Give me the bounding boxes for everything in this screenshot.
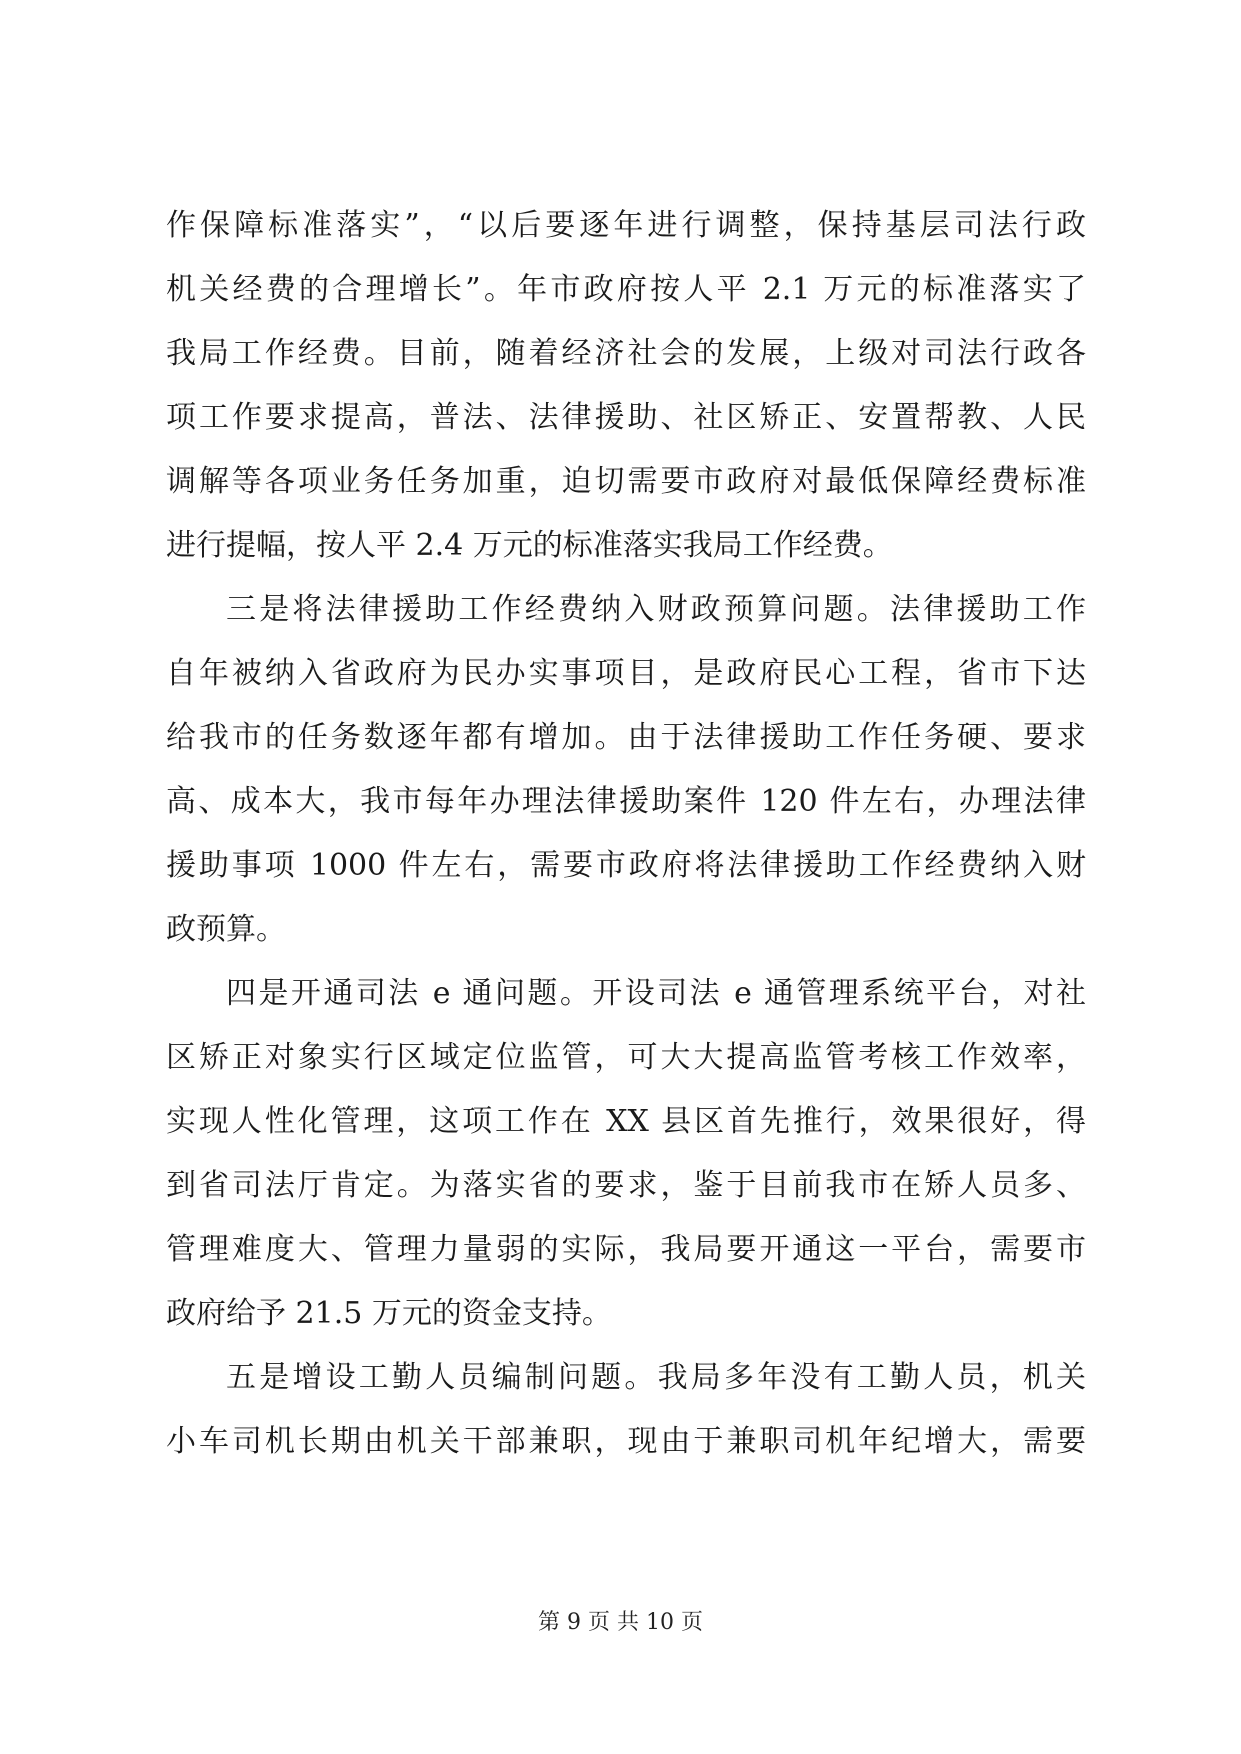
text-line: 给我市的任务数逐年都有增加。由于法律援助工作任务硬、要求 [166, 720, 1086, 755]
text-line: 政预算。 [166, 912, 286, 947]
paragraph-first-line: 五是增设工勤人员编制问题。我局多年没有工勤人员，机关 [226, 1360, 1086, 1395]
text-line: 政府给予 21.5 万元的资金支持。 [166, 1296, 612, 1331]
text-line: 到省司法厅肯定。为落实省的要求，鉴于目前我市在矫人员多、 [166, 1168, 1086, 1203]
text-line: 实现人性化管理，这项工作在 XX 县区首先推行，效果很好，得 [166, 1104, 1086, 1139]
text-line: 进行提幅，按人平 2.4 万元的标准落实我局工作经费。 [166, 528, 893, 563]
text-line: 援助事项 1000 件左右，需要市政府将法律援助工作经费纳入财 [166, 848, 1086, 883]
text-line: 我局工作经费。目前，随着经济社会的发展，上级对司法行政各 [166, 336, 1086, 371]
paragraph-first-line: 三是将法律援助工作经费纳入财政预算问题。法律援助工作 [226, 592, 1086, 627]
text-line: 区矫正对象实行区域定位监管，可大大提高监管考核工作效率， [166, 1040, 1086, 1075]
text-line: 自年被纳入省政府为民办实事项目，是政府民心工程，省市下达 [166, 656, 1086, 691]
text-line: 高、成本大，我市每年办理法律援助案件 120 件左右，办理法律 [166, 784, 1086, 819]
paragraph-first-line: 四是开通司法 e 通问题。开设司法 e 通管理系统平台，对社 [226, 976, 1086, 1011]
text-line: 小车司机长期由机关干部兼职，现由于兼职司机年纪增大，需要 [166, 1424, 1086, 1459]
text-line: 项工作要求提高，普法、法律援助、社区矫正、安置帮教、人民 [166, 400, 1086, 435]
text-line: 管理难度大、管理力量弱的实际，我局要开通这一平台，需要市 [166, 1232, 1086, 1267]
text-line: 机关经费的合理增长”。年市政府按人平 2.1 万元的标准落实了 [166, 272, 1086, 307]
text-line: 调解等各项业务任务加重，迫切需要市政府对最低保障经费标准 [166, 464, 1086, 499]
page-number-footer: 第 9 页 共 10 页 [538, 1610, 703, 1635]
text-line: 作保障标准落实”，“以后要逐年进行调整，保持基层司法行政 [166, 208, 1086, 243]
